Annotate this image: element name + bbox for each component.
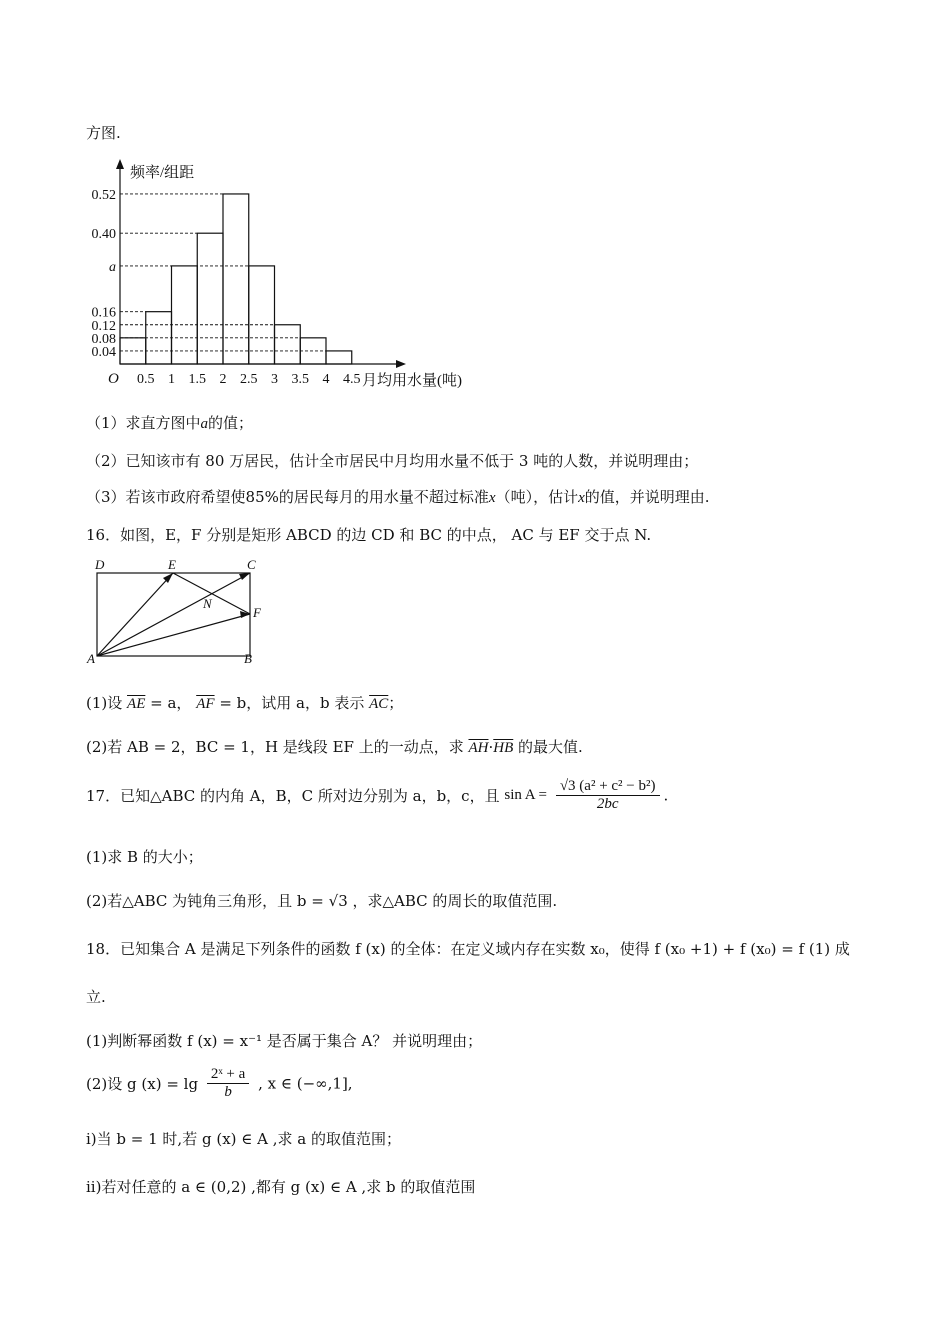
histogram-bar bbox=[326, 351, 352, 364]
q17-part2: (2)若△ABC 为钝角三角形，且 b = √3 ，求△ABC 的周长的取值范围. bbox=[86, 892, 558, 910]
q15-part1-end: 的值； bbox=[208, 414, 254, 432]
q16-p1-text: (1)设 bbox=[86, 694, 123, 712]
q16-p2-end: 的最大值. bbox=[518, 738, 583, 756]
q18-part-i: i)当 b = 1 时,若 g (x) ∈ A ,求 a 的取值范围； bbox=[86, 1130, 401, 1148]
segment-ae bbox=[97, 573, 173, 656]
intro-text: 方图. bbox=[86, 124, 121, 142]
q15-part3-text: （3）若该市政府希望使85%的居民每月的用水量不超过标准 bbox=[86, 488, 489, 506]
label-b: B bbox=[244, 651, 252, 666]
q17-stem-text: 17．已知△ABC 的内角 A，B，C 所对边分别为 a，b，c，且 bbox=[86, 787, 500, 805]
y-tick-label: 0.52 bbox=[91, 187, 116, 203]
x-axis-arrow bbox=[396, 360, 406, 368]
histogram-bar bbox=[223, 194, 249, 364]
q17-stem bbox=[86, 778, 668, 813]
y-axis-arrow bbox=[116, 159, 124, 169]
q15-part2: （2）已知该市有 80 万居民，估计全市居民中月均用水量不低于 3 吨的人数，并说明理由； bbox=[86, 452, 699, 470]
dot-operator: · bbox=[488, 738, 494, 756]
y-axis-title: 频率/组距 bbox=[130, 165, 195, 181]
label-a: A bbox=[87, 651, 95, 666]
histogram-bar bbox=[275, 325, 301, 364]
q15-part3-end: 的值，并说明理由. bbox=[584, 488, 710, 506]
q15-part1 bbox=[86, 412, 253, 433]
y-tick-label: 0.04 bbox=[91, 344, 116, 360]
q18-p2-domain: , x ∈ (−∞,1], bbox=[258, 1074, 353, 1093]
arrowhead-f bbox=[240, 611, 250, 618]
vector-hb: $\overline{HB}$ bbox=[493, 740, 514, 756]
q16-p2-text: (2)若 AB = 2，BC = 1，H 是线段 EF 上的一动点，求 bbox=[86, 738, 464, 756]
histogram-bar bbox=[249, 266, 275, 364]
q15-part3-mid: （吨），估计 bbox=[495, 488, 579, 506]
x-axis-title: 月均用水量(吨) bbox=[362, 373, 462, 389]
vector-af: $\overline{AF}$ bbox=[196, 696, 215, 712]
q16-part2 bbox=[86, 736, 583, 757]
q16-p1-eq-b: = b，试用 a，b 表示 bbox=[219, 694, 365, 712]
q18-part2 bbox=[86, 1066, 353, 1101]
q15-part3-var2: x bbox=[578, 490, 585, 506]
q17-denominator: 2bc bbox=[596, 796, 619, 812]
label-e: E bbox=[168, 557, 176, 572]
q18-fraction bbox=[207, 1066, 249, 1101]
label-f: F bbox=[253, 605, 261, 620]
histogram-chart bbox=[80, 155, 510, 395]
x-tick-label: 4.5 bbox=[343, 372, 361, 387]
q18-numerator: 2ˣ + a bbox=[207, 1066, 249, 1084]
q18-denominator: b bbox=[224, 1084, 232, 1100]
q16-p1-eq-a: = a， bbox=[150, 694, 192, 712]
q17-sin-lhs: sin A = bbox=[504, 787, 548, 803]
q18-part-ii: ii)若对任意的 a ∈ (0,2) ,都有 g (x) ∈ A ,求 b 的取值范围 bbox=[86, 1178, 476, 1196]
x-tick-label: 3.5 bbox=[291, 372, 309, 387]
rectangle-figure bbox=[85, 556, 275, 668]
q18-stem-line1: 18．已知集合 A 是满足下列条件的函数 f (x) 的全体：在定义域内存在实数 x₀，使得 f (x₀ +1) + f (x₀) = f (1) 成 bbox=[86, 940, 850, 958]
x-tick-label: 1.5 bbox=[188, 372, 206, 387]
q17-numerator: √3 (a² + c² − b²) bbox=[556, 778, 660, 796]
label-d: D bbox=[95, 557, 105, 572]
q16-stem: 16．如图，E，F 分别是矩形 ABCD 的边 CD 和 BC 的中点， AC 与 EF 交于点 N. bbox=[86, 526, 652, 544]
vector-ah: $\overline{AH}$ bbox=[468, 740, 489, 756]
histogram-bar bbox=[197, 233, 223, 364]
y-tick-label: 0.08 bbox=[91, 331, 116, 347]
x-tick-label: 1 bbox=[168, 372, 175, 387]
x-tick-label: 2 bbox=[219, 372, 227, 387]
origin-label: O bbox=[108, 371, 119, 387]
segment-af bbox=[97, 614, 250, 656]
q16-p1-end: ； bbox=[388, 694, 404, 712]
q17-fraction bbox=[556, 778, 660, 813]
arrowhead-c bbox=[239, 573, 250, 580]
vector-ae: $\overline{AE}$ bbox=[127, 696, 146, 712]
q17-stem-end: . bbox=[663, 786, 669, 805]
q16-part1 bbox=[86, 692, 403, 713]
y-tick-label: 0.40 bbox=[91, 227, 116, 243]
x-tick-label: 4 bbox=[322, 372, 330, 387]
q18-part1: (1)判断幂函数 f (x) = x⁻¹ 是否属于集合 A？ 并说明理由； bbox=[86, 1032, 483, 1050]
q15-part3-var1: x bbox=[488, 490, 496, 506]
q15-part1-var: a bbox=[200, 416, 209, 432]
q17-part1: (1)求 B 的大小； bbox=[86, 848, 203, 866]
histogram-bar bbox=[172, 266, 198, 364]
segment-ac bbox=[97, 573, 250, 656]
q18-p2-text: (2)设 g (x) = lg bbox=[86, 1075, 199, 1093]
q15-part3 bbox=[86, 486, 710, 507]
label-c: C bbox=[247, 557, 256, 572]
vector-ac: $\overline{AC}$ bbox=[369, 696, 389, 712]
label-n: N bbox=[203, 596, 212, 611]
x-tick-label: 2.5 bbox=[240, 372, 258, 387]
q18-stem-line2: 立. bbox=[86, 988, 106, 1006]
x-tick-label: 3 bbox=[271, 372, 278, 387]
q15-part1-text: （1）求直方图中 bbox=[86, 414, 201, 432]
y-tick-label: 0.12 bbox=[91, 318, 116, 334]
x-tick-label: 0.5 bbox=[137, 372, 155, 387]
y-tick-label: a bbox=[109, 259, 116, 275]
y-tick-label: 0.16 bbox=[91, 305, 116, 321]
